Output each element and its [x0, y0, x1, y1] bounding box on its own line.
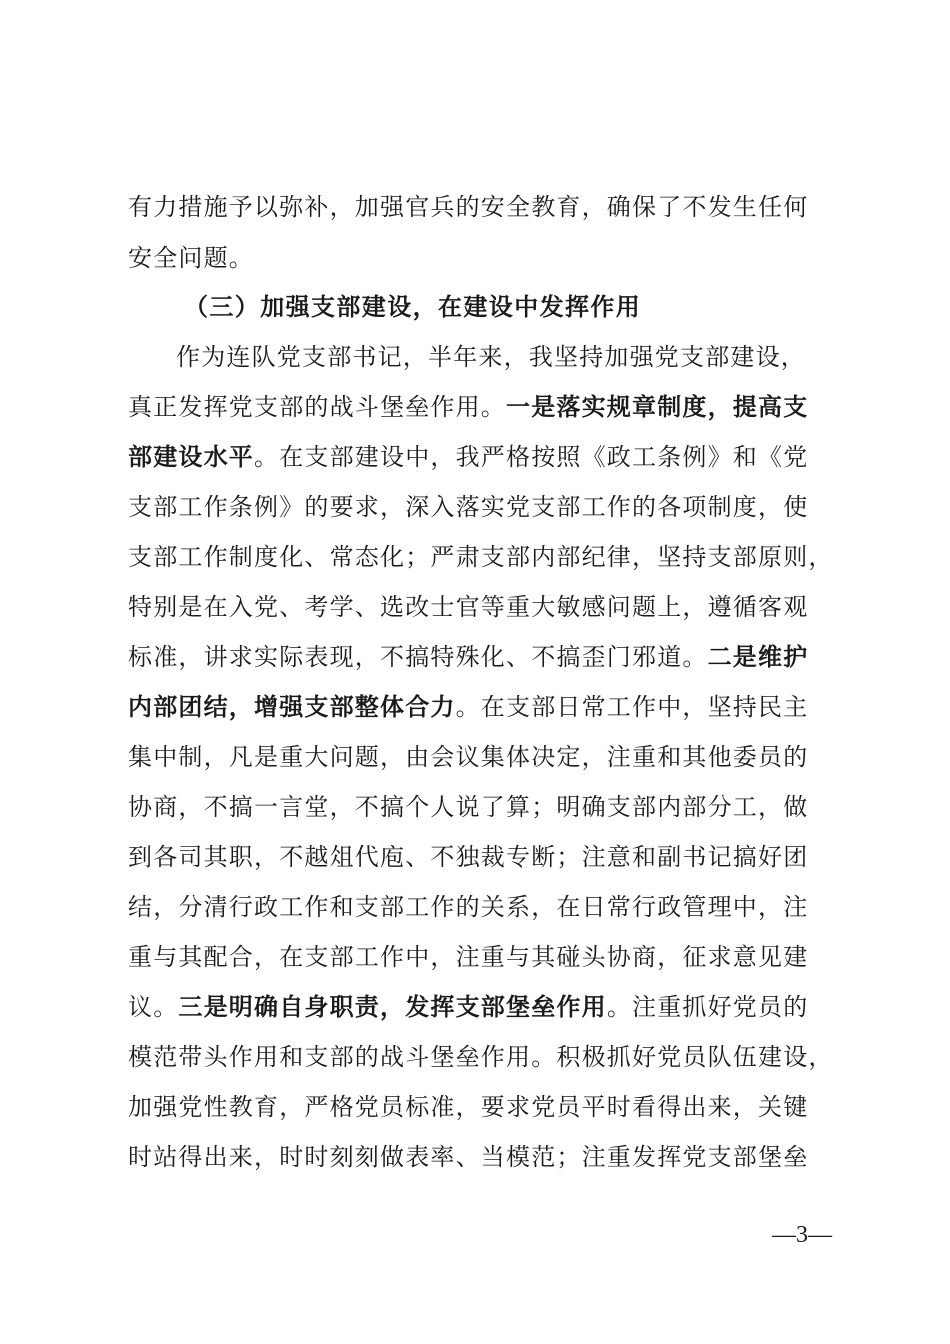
- text-run: 到各司其职，不越俎代庖、不独裁专断；注意和副书记搞好团: [128, 843, 809, 871]
- text-run: 。在支部建设中，我严格按照《政工条例》和《党: [254, 443, 809, 471]
- bold-key-point: 一是落实规章制度，提高支: [506, 392, 809, 421]
- body-text-line: [128, 442, 808, 472]
- body-text-line: [128, 243, 254, 273]
- body-text-line: [128, 692, 808, 722]
- body-text-line: [128, 542, 834, 572]
- body-text-line: [128, 1092, 808, 1122]
- heading-text: （三）加强支部建设，在建设中发挥作用: [184, 292, 642, 321]
- text-run: 有力措施予以弥补，加强官兵的安全教育，确保了不发生任何: [128, 193, 809, 221]
- body-text-line: [128, 592, 808, 622]
- body-text-line: [128, 892, 808, 922]
- text-run: 标准，讲求实际表现，不搞特殊化、不搞歪门邪道。: [128, 643, 708, 671]
- paragraph-first-line: [176, 342, 806, 372]
- page-number: —3—: [772, 1222, 832, 1248]
- body-text-line: [128, 192, 808, 222]
- text-run: 加强党性教育，严格党员标准，要求党员平时看得出来，关键: [128, 1093, 809, 1121]
- body-text-line: [128, 642, 808, 672]
- text-run: 。在支部日常工作中，坚持民主: [455, 693, 809, 721]
- bold-key-point: 三是明确自身职责，发挥支部堡垒作用: [178, 992, 607, 1021]
- text-run: 结，分清行政工作和支部工作的关系，在日常行政管理中，注: [128, 893, 809, 921]
- text-run: 集中制，凡是重大问题，由会议集体决定，注重和其他委员的: [128, 743, 809, 771]
- text-run: 议。: [128, 993, 179, 1021]
- text-run: 支部工作制度化、常态化；严肃支部内部纪律，坚持支部原则，: [128, 543, 834, 571]
- text-run: 模范带头作用和支部的战斗堡垒作用。积极抓好党员队伍建设，: [128, 1043, 834, 1071]
- bold-key-point: 部建设水平: [128, 442, 254, 471]
- text-run: 特别是在入党、考学、选改士官等重大敏感问题上，遵循客观: [128, 593, 809, 621]
- text-run: 作为连队党支部书记，半年来，我坚持加强党支部建设，: [176, 343, 806, 371]
- bold-key-point: 二是维护: [707, 642, 809, 671]
- body-text-line: [128, 992, 808, 1022]
- text-run: 协商，不搞一言堂，不搞个人说了算；明确支部内部分工，做: [128, 793, 809, 821]
- body-text-line: [128, 942, 808, 972]
- body-text-line: [128, 392, 808, 422]
- body-text-line: [128, 742, 808, 772]
- text-run: 。注重抓好党员的: [606, 993, 809, 1021]
- bold-key-point: 内部团结，增强支部整体合力: [128, 692, 456, 721]
- text-run: 支部工作条例》的要求，深入落实党支部工作的各项制度，使: [128, 493, 809, 521]
- body-text-line: [128, 1142, 808, 1172]
- body-text-line: [128, 1042, 834, 1072]
- body-text-line: [128, 792, 808, 822]
- body-text-line: [128, 842, 808, 872]
- section-heading: [184, 292, 641, 322]
- text-run: 安全问题。: [128, 244, 254, 272]
- text-run: 重与其配合，在支部工作中，注重与其碰头协商，征求意见建: [128, 943, 809, 971]
- text-run: 时站得出来，时时刻刻做表率、当模范；注重发挥党支部堡垒: [128, 1143, 809, 1171]
- body-text-line: [128, 492, 808, 522]
- text-run: 真正发挥党支部的战斗堡垒作用。: [128, 393, 506, 421]
